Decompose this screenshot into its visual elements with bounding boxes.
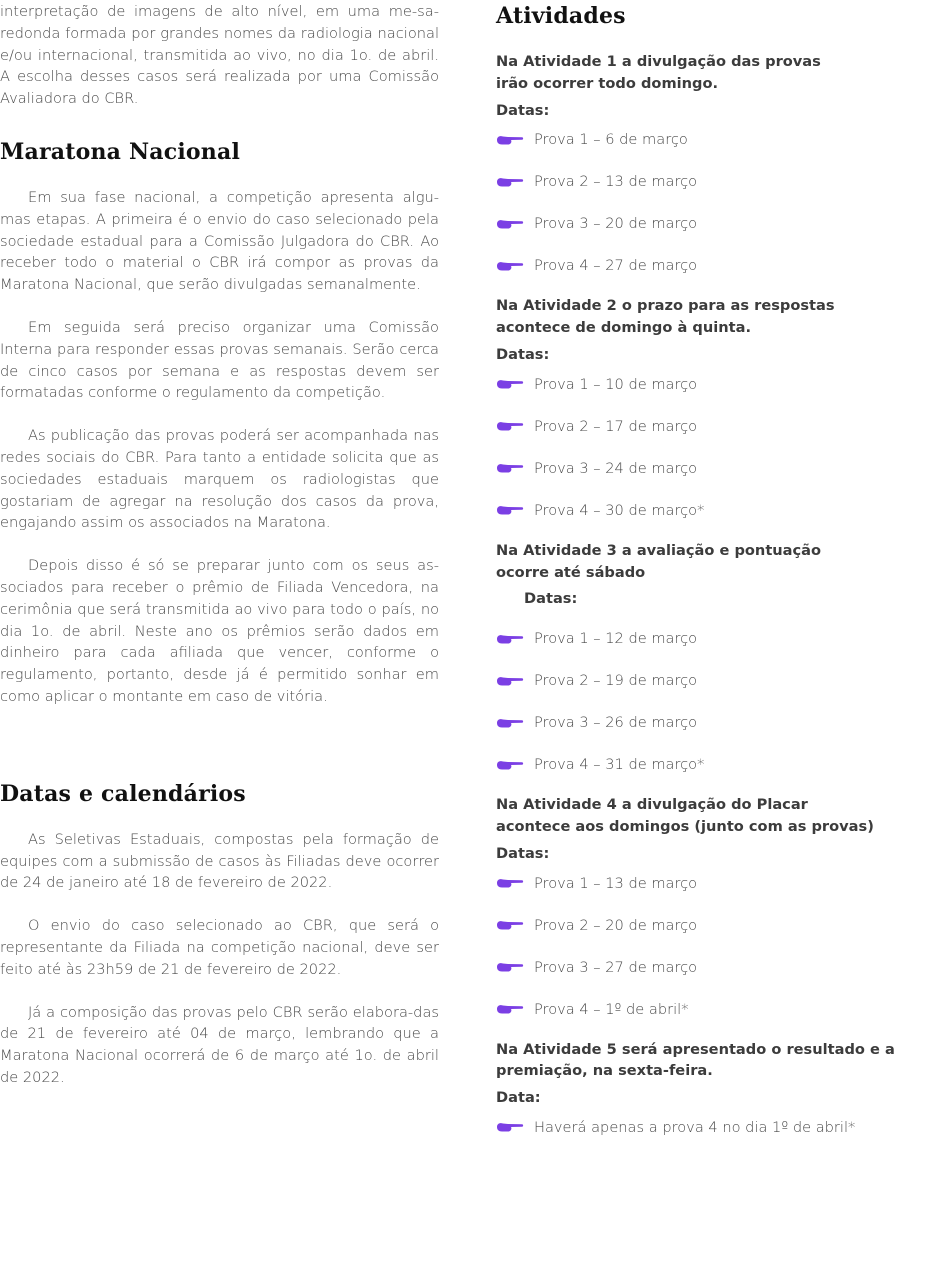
intro-paragraph: interpretação de imagens de alto nível, em uma me-sa-redonda formada por grandes nomes da radiologia nacional e/ou internacional, transmitida ao vivo, no dia 1o. de abril. A escolha desses casos será realizada por uma Comissão Avaliadora do CBR. [0,3,439,108]
activity-title-line: irão ocorrer todo domingo. [496,74,719,92]
pointing-hand-icon [496,260,524,272]
list-item [496,129,926,150]
item-text: Prova 1 – 13 de março [534,874,698,892]
list-item [496,500,926,521]
section-title-maratona: Maratona Nacional [0,138,240,165]
pointing-hand-icon [496,1121,524,1133]
list-item [496,374,926,395]
item-text: Prova 3 – 26 de março [534,714,698,732]
pointing-hand-icon [496,504,524,516]
activity-title-line: premiação, na sexta-feira. [496,1062,713,1080]
item-text: Prova 4 – 1º de abril* [534,1000,689,1018]
activity-title-line: Na Atividade 1 a divulgação das provas [496,53,821,70]
list-item [496,957,926,978]
item-text: Prova 4 – 30 de março* [534,501,705,519]
list-item [496,754,926,775]
pointing-hand-icon [496,378,524,390]
activity-title-line: Na Atividade 4 a divulgação do Placar [496,796,808,814]
list-item [496,416,926,437]
pointing-hand-icon [496,877,524,889]
list-item [496,670,926,691]
paragraph: Já a composição das provas pelo CBR serão elabora-das de 21 de fevereiro até 04 de março, lembrando que a Maratona Nacional ocorrerá de 6 de março até 1o. de abril de 2022. [0,1003,439,1086]
list-item [496,458,926,479]
pointing-hand-icon [496,961,524,973]
item-text: Prova 2 – 20 de março [534,916,698,934]
item-text: Haverá apenas a prova 4 no dia 1º de abril* [534,1118,856,1136]
item-text: Prova 2 – 19 de março [534,672,698,690]
activity-3 [496,540,926,775]
activity-2 [496,295,926,520]
item-text: Prova 3 – 24 de março [534,459,698,477]
pointing-hand-icon [496,717,524,729]
item-text: Prova 1 – 12 de março [534,630,698,648]
pointing-hand-icon [496,134,524,146]
list-item [496,873,926,894]
section-title-datas: Datas e calendários [0,780,246,807]
list-item [496,213,926,234]
dates-label: Datas: [524,590,578,608]
paragraph: Depois disso é só se preparar junto com os seus as-sociados para receber o prêmio de Filiada Vencedora, na cerimônia que será transmitida ao vivo para todo o país, no dia 1o. de abril. Neste ano os prêmios serão dados em dinheiro para cada afiliada que vencer, conforme o regulamento, portanto, desde já é permitido sonhar em como aplicar o montante em caso de vitória. [0,557,439,705]
item-text: Prova 1 – 10 de março [534,375,698,393]
activity-title-line: Na Atividade 2 o prazo para as respostas [496,297,835,315]
left-column [0,0,439,1089]
item-text: Prova 4 – 31 de março* [534,756,705,774]
item-text: Prova 3 – 27 de março [534,958,698,976]
list-item [496,999,926,1020]
dates-label: Data: [496,1089,541,1107]
pointing-hand-icon [496,633,524,645]
activity-5 [496,1039,926,1138]
pointing-hand-icon [496,420,524,432]
activity-title-line: Na Atividade 5 será apresentado o resultado e a [496,1040,895,1058]
pointing-hand-icon [496,176,524,188]
item-text: Prova 1 – 6 de março [534,131,688,149]
list-item [496,628,926,649]
activity-1 [496,51,926,276]
activity-title-line: ocorre até sábado [496,563,646,581]
pointing-hand-icon [496,919,524,931]
activity-title-line: Na Atividade 3 a avaliação e pontuação [496,541,822,559]
list-item [496,915,926,936]
activity-title-line: acontece aos domingos (junto com as provas) [496,817,874,835]
paragraph: Em sua fase nacional, a competição apresenta algu-mas etapas. A primeira é o envio do caso selecionado pela sociedade estadual para a Comissão Julgadora do CBR. Ao receber todo o material o CBR irá compor as provas da Maratona Nacional, que serão divulgadas semanalmente. [0,188,439,294]
item-text: Prova 4 – 27 de março [534,257,698,275]
pointing-hand-icon [496,675,524,687]
activity-title-line: acontece de domingo à quinta. [496,319,751,337]
pointing-hand-icon [496,462,524,474]
pointing-hand-icon [496,218,524,230]
paragraph: Em seguida será preciso organizar uma Comissão Interna para responder essas provas semanais. Serão cerca de cinco casos por semana e as respostas devem ser formatadas conforme o regulamento da competição. [0,318,439,402]
list-item [496,171,926,192]
dates-label: Datas: [496,345,550,363]
paragraph: As Seletivas Estaduais, compostas pela formação de equipes com a submissão de casos às Filiadas deve ocorrer de 24 de janeiro até 18 de fevereiro de 2022. [0,830,439,892]
pointing-hand-icon [496,759,524,771]
list-item [496,255,926,276]
activities-title: Atividades [496,3,626,29]
activity-4 [496,794,926,1019]
dates-label: Datas: [496,101,550,119]
dates-label: Datas: [496,844,550,862]
list-item [496,712,926,733]
item-text: Prova 2 – 17 de março [534,417,698,435]
right-column [496,0,926,1138]
item-text: Prova 2 – 13 de março [534,173,698,191]
pointing-hand-icon [496,1003,524,1015]
list-item [496,1117,926,1138]
item-text: Prova 3 – 20 de março [534,215,698,233]
paragraph: O envio do caso selecionado ao CBR, que será o representante da Filiada na competição nacional, deve ser feito até às 23h59 de 21 de fevereiro de 2022. [0,917,439,978]
paragraph: As publicação das provas poderá ser acompanhada nas redes sociais do CBR. Para tanto a entidade solicita que as sociedades estaduais marquem os radiologistas que gostariam de agregar na resolução dos casos da prova, engajando assim os associados na Maratona. [0,427,439,532]
